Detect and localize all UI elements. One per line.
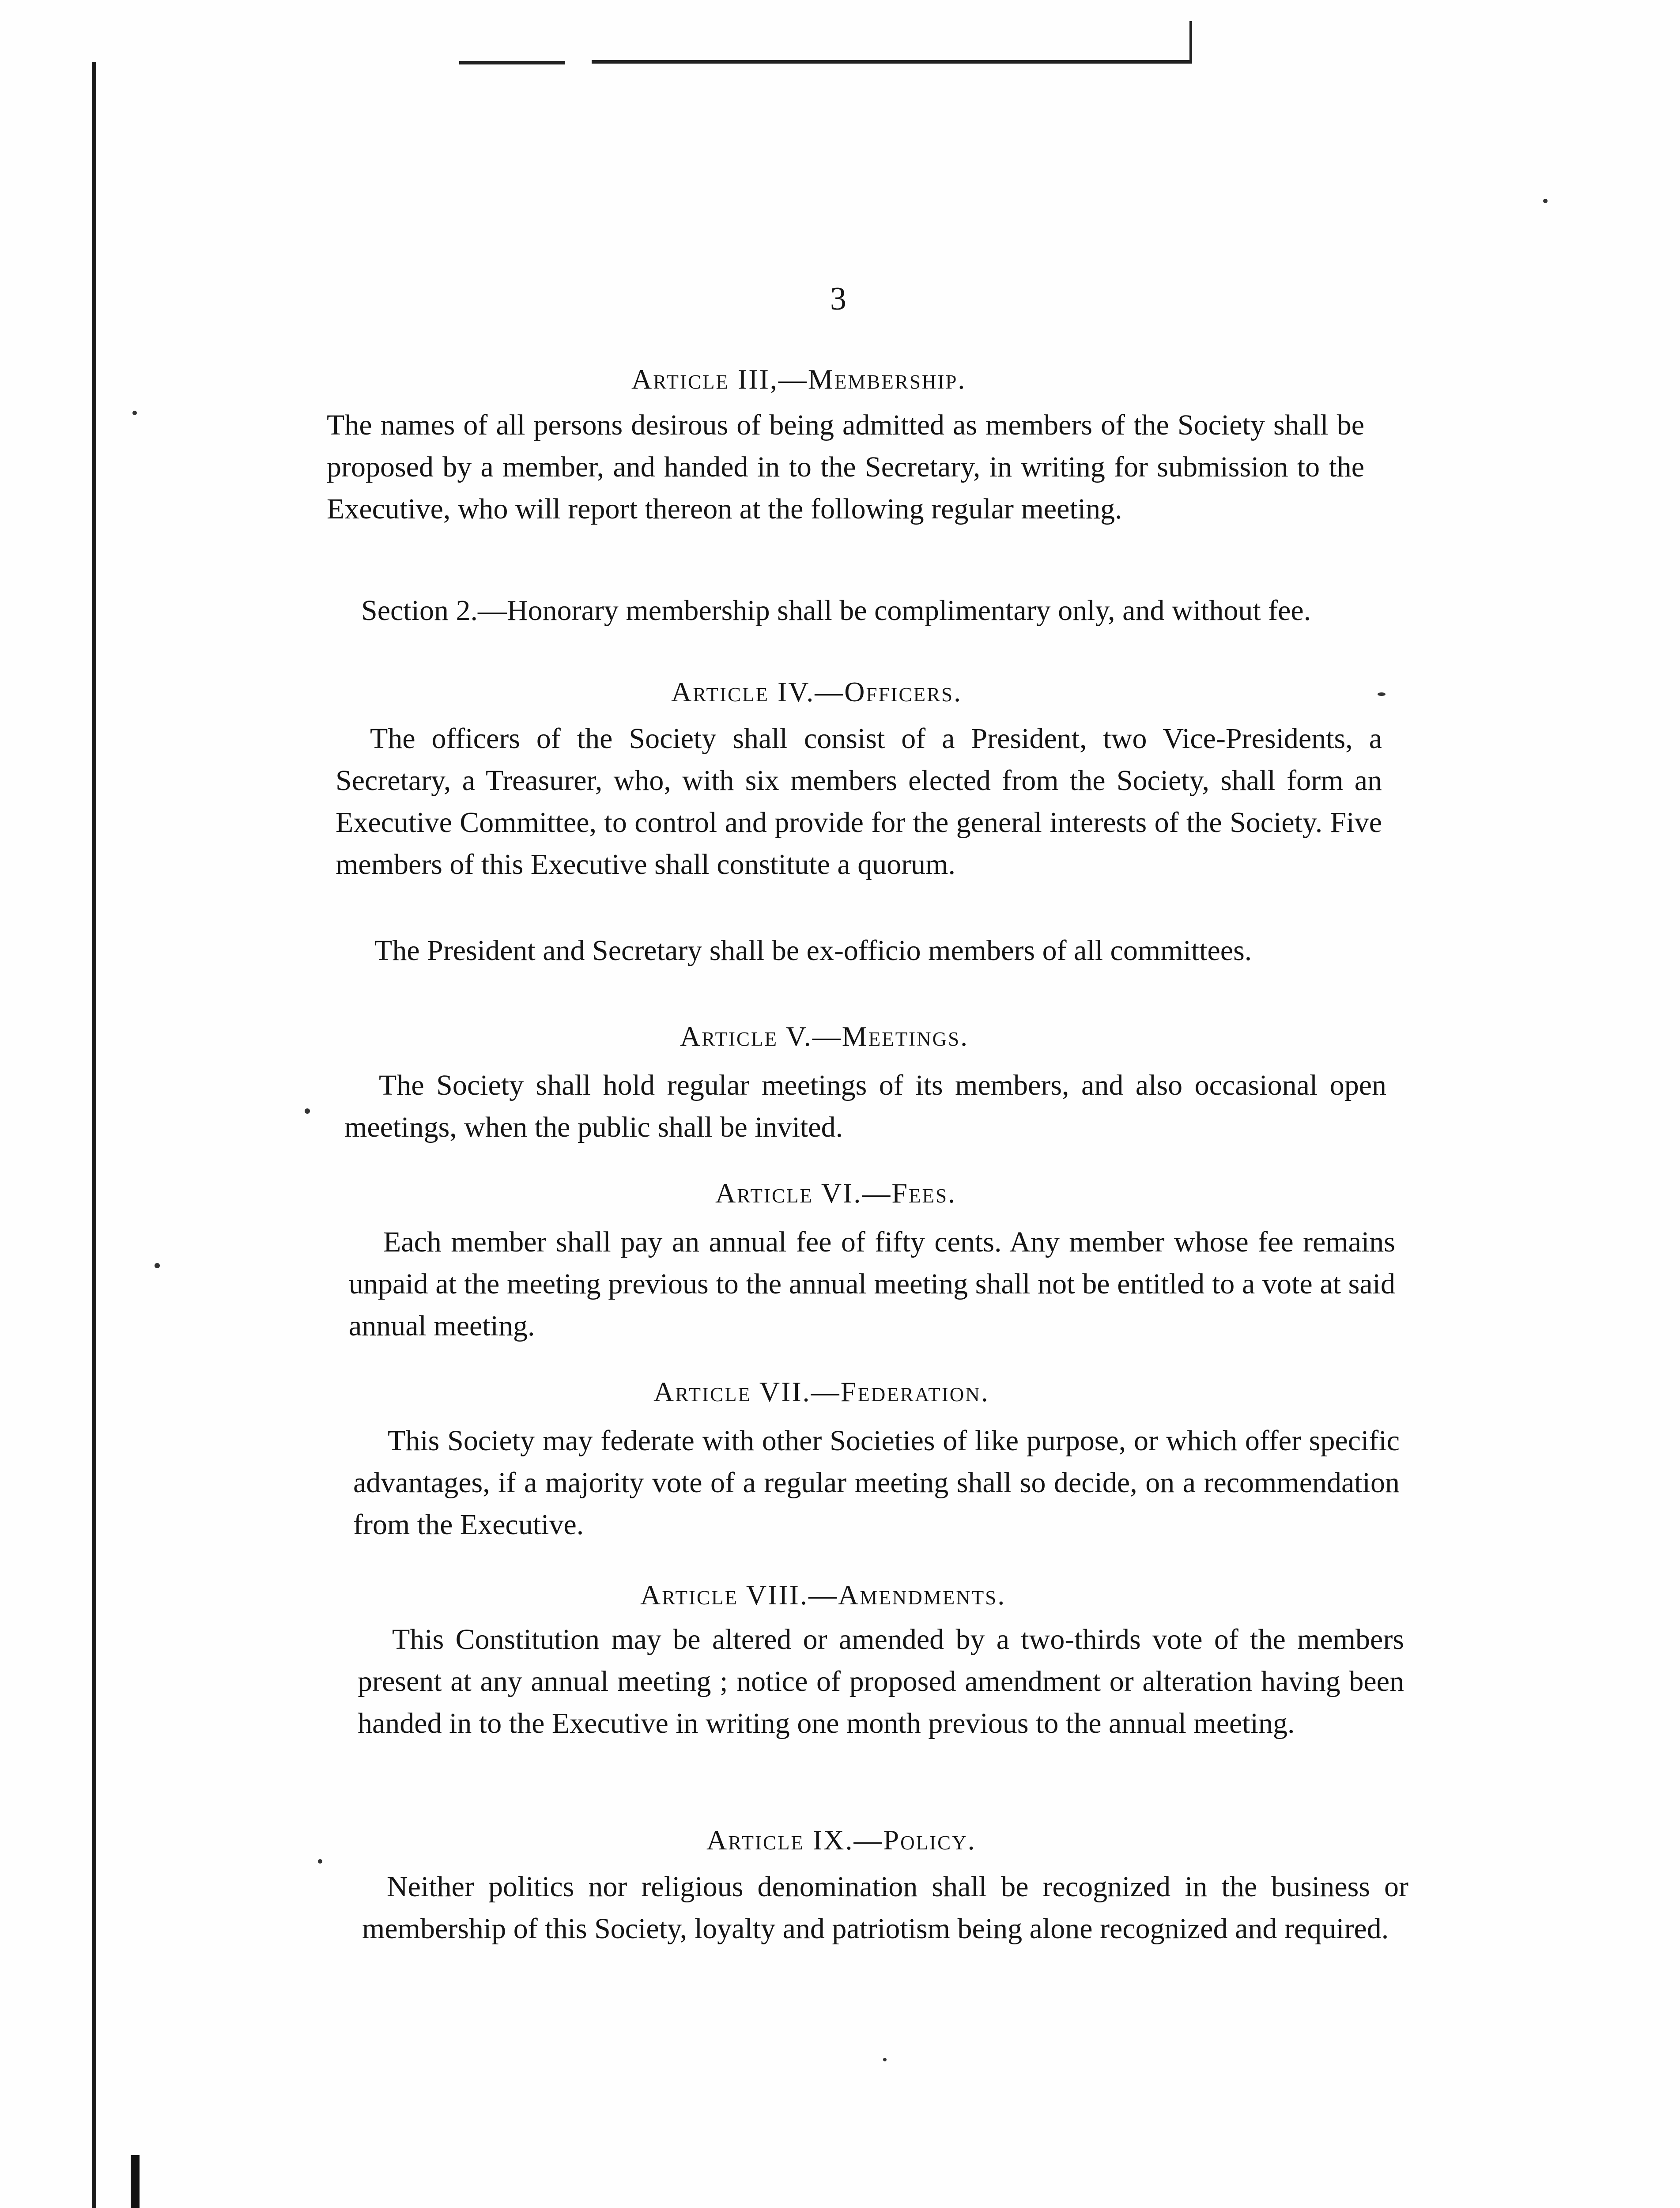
left-margin-rule: [92, 62, 96, 2208]
page-number: 3: [830, 281, 846, 317]
top-rule-right: [592, 60, 1192, 64]
article-heading: Article VII.—Federation.: [653, 1376, 989, 1407]
top-rule-left: [459, 61, 565, 64]
scan-speck: [318, 1859, 322, 1864]
article-heading: Article IX.—Policy.: [706, 1824, 976, 1856]
article-paragraph: The President and Secretary shall be ex-officio members of all committees.: [374, 934, 1252, 967]
scan-speck: [883, 2058, 887, 2061]
scan-speck: [1378, 692, 1386, 696]
article-heading: Article VIII.—Amendments.: [640, 1579, 1006, 1611]
article-paragraph: This Society may federate with other Societies of like purpose, or which offer specific advantages, if a majority vote of a regular meeting shall so decide, on a recommendation from the Executive.: [353, 1425, 1400, 1541]
article-paragraph: Each member shall pay an annual fee of fifty cents. Any member whose fee remains unpaid at the meeting previous to the annual meeting shall not be entitled to a vote at said annual meeting.: [349, 1226, 1395, 1342]
article-heading: Article IV.—Officers.: [671, 676, 963, 707]
article-paragraph: The Society shall hold regular meetings of its members, and also occasional open meetings, when the public shall be invited.: [344, 1069, 1386, 1143]
scan-speck: [305, 1108, 310, 1114]
article-paragraph: The names of all persons desirous of being admitted as members of the Society shall be proposed by a member, and handed in to the Secretary, in writing for submission to the Executive, who will report thereon at the following regular meeting.: [327, 409, 1364, 525]
article-heading: Article VI.—Fees.: [715, 1177, 956, 1209]
scan-speck: [1543, 199, 1548, 203]
article-paragraph: Neither politics nor religious denomination shall be recognized in the business or membership of this Society, loyalty and patriotism being alone recognized and required.: [362, 1871, 1408, 1945]
article-heading: Article V.—Meetings.: [680, 1021, 969, 1052]
scan-speck: [132, 411, 137, 415]
article-paragraph: This Constitution may be altered or amended by a two-thirds vote of the members present at any annual meeting ; notice of proposed amendment or alteration having been handed in to the Executive in writing one month previous to the annual meeting.: [358, 1623, 1404, 1739]
article-paragraph: Section 2.—Honorary membership shall be complimentary only, and without fee.: [361, 594, 1311, 627]
scan-speck: [155, 1263, 160, 1268]
article-heading: Article III,—Membership.: [631, 363, 966, 395]
top-rule-tick: [1189, 21, 1192, 63]
left-margin-rule-thick: [131, 2155, 140, 2208]
article-paragraph: The officers of the Society shall consist of a President, two Vice-Presidents, a Secretary, a Treasurer, who, with six members elected from the Society, shall form an Executive Committee, to control and provide for the general interests of the Society. Five members of this Executive shall constitute a quorum.: [336, 722, 1382, 881]
